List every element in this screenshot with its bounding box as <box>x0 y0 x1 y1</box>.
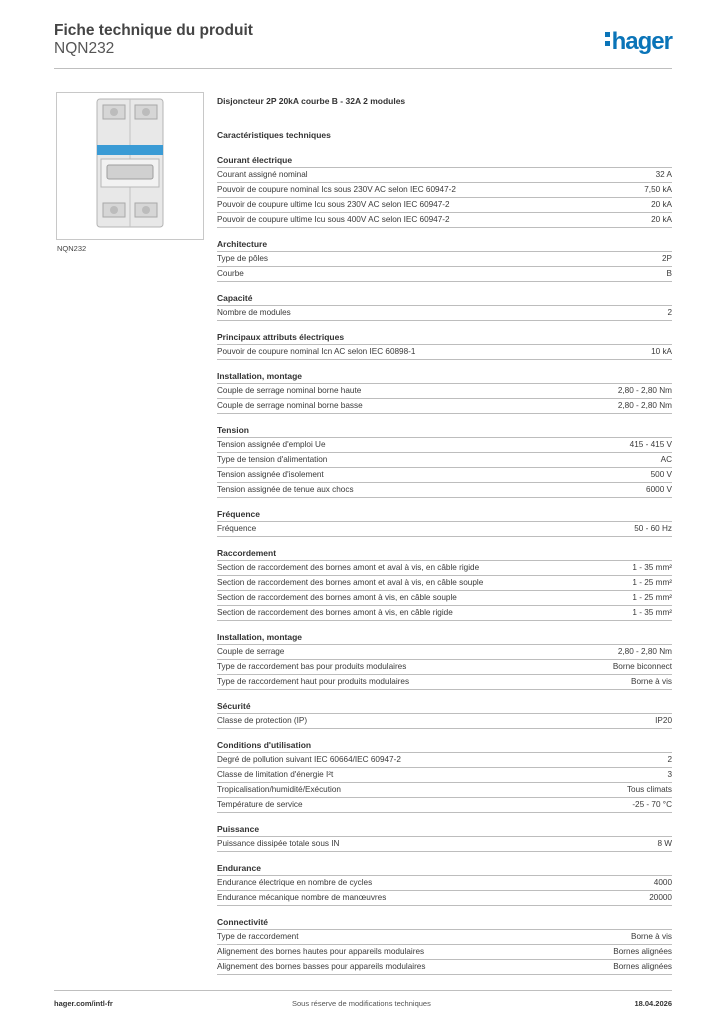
spec-row <box>217 452 672 467</box>
product-code: NQN232 <box>54 40 115 57</box>
spec-row <box>217 782 672 797</box>
spec-row <box>217 644 672 659</box>
spec-section <box>217 739 672 813</box>
spec-value: 1 - 25 mm² <box>632 593 672 602</box>
spec-label: Couple de serrage <box>217 647 285 656</box>
spec-value: AC <box>660 455 672 464</box>
spec-row <box>217 521 672 537</box>
spec-label: Couple de serrage nominal borne basse <box>217 401 363 410</box>
spec-value: 2,80 - 2,80 Nm <box>617 647 672 656</box>
spec-label: Alignement des bornes basses pour appareils modulaires <box>217 962 426 971</box>
spec-label: Fréquence <box>217 524 257 533</box>
spec-value: -25 - 70 °C <box>632 800 672 809</box>
spec-row <box>217 560 672 575</box>
section-title: Sécurité <box>217 701 251 711</box>
spec-section <box>217 823 672 852</box>
spec-section <box>217 862 672 906</box>
spec-label: Classe de protection (IP) <box>217 716 308 725</box>
spec-label: Type de raccordement <box>217 932 299 941</box>
spec-row <box>217 836 672 852</box>
spec-value: 1 - 35 mm² <box>632 563 672 572</box>
spec-row <box>217 344 672 360</box>
section-title: Capacité <box>217 293 253 303</box>
section-title: Raccordement <box>217 548 277 558</box>
spec-section <box>217 700 672 729</box>
photo-caption: NQN232 <box>57 244 87 253</box>
spec-row <box>217 212 672 228</box>
spec-row <box>217 875 672 890</box>
spec-label: Section de raccordement des bornes amont à vis, en câble souple <box>217 593 457 602</box>
spec-value: Bornes alignées <box>613 962 672 971</box>
section-title: Tension <box>217 425 249 435</box>
spec-value: B <box>666 269 672 278</box>
page-footer <box>54 990 672 1009</box>
spec-row <box>217 659 672 674</box>
spec-value: 3 <box>667 770 672 779</box>
spec-label: Section de raccordement des bornes amont et aval à vis, en câble souple <box>217 578 484 587</box>
logo-text: hager <box>611 28 672 55</box>
spec-label: Type de pôles <box>217 254 268 263</box>
spec-label: Pouvoir de coupure ultime Icu sous 400V AC selon IEC 60947-2 <box>217 215 450 224</box>
spec-value: Borne biconnect <box>612 662 672 671</box>
section-title: Installation, montage <box>217 632 303 642</box>
spec-label: Couple de serrage nominal borne haute <box>217 386 362 395</box>
page-title: Fiche technique du produit <box>54 22 253 39</box>
spec-row <box>217 467 672 482</box>
spec-section <box>217 370 672 414</box>
spec-section <box>217 508 672 537</box>
section-title: Installation, montage <box>217 371 303 381</box>
footer-date: 18.04.2026 <box>634 999 672 1008</box>
spec-row <box>217 890 672 906</box>
spec-value: 10 kA <box>651 347 672 356</box>
spec-label: Endurance électrique en nombre de cycles <box>217 878 373 887</box>
spec-sections <box>217 154 672 975</box>
spec-content <box>217 96 672 975</box>
spec-section <box>217 154 672 228</box>
logo-dots-icon <box>605 28 610 46</box>
spec-value: 20000 <box>649 893 672 902</box>
spec-label: Puissance dissipée totale sous IN <box>217 839 340 848</box>
footer-disclaimer: Sous réserve de modifications techniques <box>292 999 431 1008</box>
spec-label: Courant assigné nominal <box>217 170 308 179</box>
spec-value: 20 kA <box>651 215 672 224</box>
section-title: Endurance <box>217 863 261 873</box>
spec-row <box>217 590 672 605</box>
spec-label: Alignement des bornes hautes pour appareils modulaires <box>217 947 425 956</box>
spec-label: Classe de limitation d'énergie I²t <box>217 770 334 779</box>
spec-value: 500 V <box>650 470 672 479</box>
spec-label: Section de raccordement des bornes amont et aval à vis, en câble rigide <box>217 563 480 572</box>
circuit-breaker-image <box>57 93 203 239</box>
spec-row <box>217 383 672 398</box>
section-title: Puissance <box>217 824 260 834</box>
spec-row <box>217 767 672 782</box>
section-title: Courant électrique <box>217 155 293 165</box>
spec-row <box>217 182 672 197</box>
spec-row <box>217 752 672 767</box>
spec-row <box>217 266 672 282</box>
spec-row <box>217 929 672 944</box>
spec-section <box>217 424 672 498</box>
spec-row <box>217 959 672 975</box>
spec-label: Type de tension d'alimentation <box>217 455 328 464</box>
characteristics-title: Caractéristiques techniques <box>217 130 331 140</box>
spec-section <box>217 631 672 690</box>
section-title: Connectivité <box>217 917 269 927</box>
spec-value: 2P <box>661 254 672 263</box>
spec-value: 50 - 60 Hz <box>634 524 672 533</box>
spec-value: 415 - 415 V <box>629 440 672 449</box>
spec-value: Borne à vis <box>631 677 672 686</box>
spec-section <box>217 238 672 282</box>
spec-label: Pouvoir de coupure ultime Icu sous 230V AC selon IEC 60947-2 <box>217 200 450 209</box>
spec-row <box>217 713 672 729</box>
spec-label: Section de raccordement des bornes amont à vis, en câble rigide <box>217 608 453 617</box>
spec-value: 4000 <box>653 878 672 887</box>
product-photo <box>56 92 204 240</box>
spec-value: 1 - 25 mm² <box>632 578 672 587</box>
spec-label: Pouvoir de coupure nominal Icn AC selon IEC 60898-1 <box>217 347 416 356</box>
spec-row <box>217 944 672 959</box>
spec-section <box>217 292 672 321</box>
spec-label: Tension assignée d'isolement <box>217 470 324 479</box>
spec-label: Endurance mécanique nombre de manœuvres <box>217 893 387 902</box>
spec-value: 1 - 35 mm² <box>632 608 672 617</box>
spec-row <box>217 437 672 452</box>
spec-value: 2 <box>667 755 672 764</box>
spec-row <box>217 605 672 621</box>
spec-row <box>217 251 672 266</box>
footer-website-link[interactable]: hager.com/intl-fr <box>54 999 113 1008</box>
spec-value: 2 <box>667 308 672 317</box>
spec-label: Courbe <box>217 269 244 278</box>
section-title: Principaux attributs électriques <box>217 332 345 342</box>
section-title: Conditions d'utilisation <box>217 740 312 750</box>
spec-row <box>217 167 672 182</box>
page-header <box>54 22 672 69</box>
spec-row <box>217 197 672 212</box>
spec-value: 7,50 kA <box>644 185 672 194</box>
spec-value: 20 kA <box>651 200 672 209</box>
spec-value: 8 W <box>657 839 672 848</box>
spec-label: Tension assignée d'emploi Ue <box>217 440 326 449</box>
spec-value: 6000 V <box>646 485 672 494</box>
spec-label: Pouvoir de coupure nominal Ics sous 230V AC selon IEC 60947-2 <box>217 185 456 194</box>
product-description: Disjoncteur 2P 20kA courbe B - 32A 2 modules <box>217 96 406 106</box>
spec-row <box>217 797 672 813</box>
spec-row <box>217 674 672 690</box>
spec-section <box>217 331 672 360</box>
spec-label: Type de raccordement bas pour produits modulaires <box>217 662 407 671</box>
spec-row <box>217 305 672 321</box>
spec-value: IP20 <box>655 716 672 725</box>
spec-row <box>217 482 672 498</box>
spec-label: Tropicalisation/humidité/Exécution <box>217 785 341 794</box>
spec-label: Degré de pollution suivant IEC 60664/IEC 60947-2 <box>217 755 401 764</box>
spec-value: 2,80 - 2,80 Nm <box>617 401 672 410</box>
spec-label: Tension assignée de tenue aux chocs <box>217 485 354 494</box>
spec-value: Bornes alignées <box>613 947 672 956</box>
spec-section <box>217 916 672 975</box>
hager-logo <box>605 28 672 56</box>
spec-row <box>217 575 672 590</box>
spec-label: Nombre de modules <box>217 308 291 317</box>
spec-section <box>217 547 672 621</box>
spec-value: Borne à vis <box>631 932 672 941</box>
spec-label: Type de raccordement haut pour produits modulaires <box>217 677 410 686</box>
spec-label: Température de service <box>217 800 303 809</box>
spec-value: 2,80 - 2,80 Nm <box>617 386 672 395</box>
spec-value: Tous climats <box>626 785 672 794</box>
spec-row <box>217 398 672 414</box>
section-title: Architecture <box>217 239 268 249</box>
spec-value: 32 A <box>655 170 672 179</box>
section-title: Fréquence <box>217 509 260 519</box>
